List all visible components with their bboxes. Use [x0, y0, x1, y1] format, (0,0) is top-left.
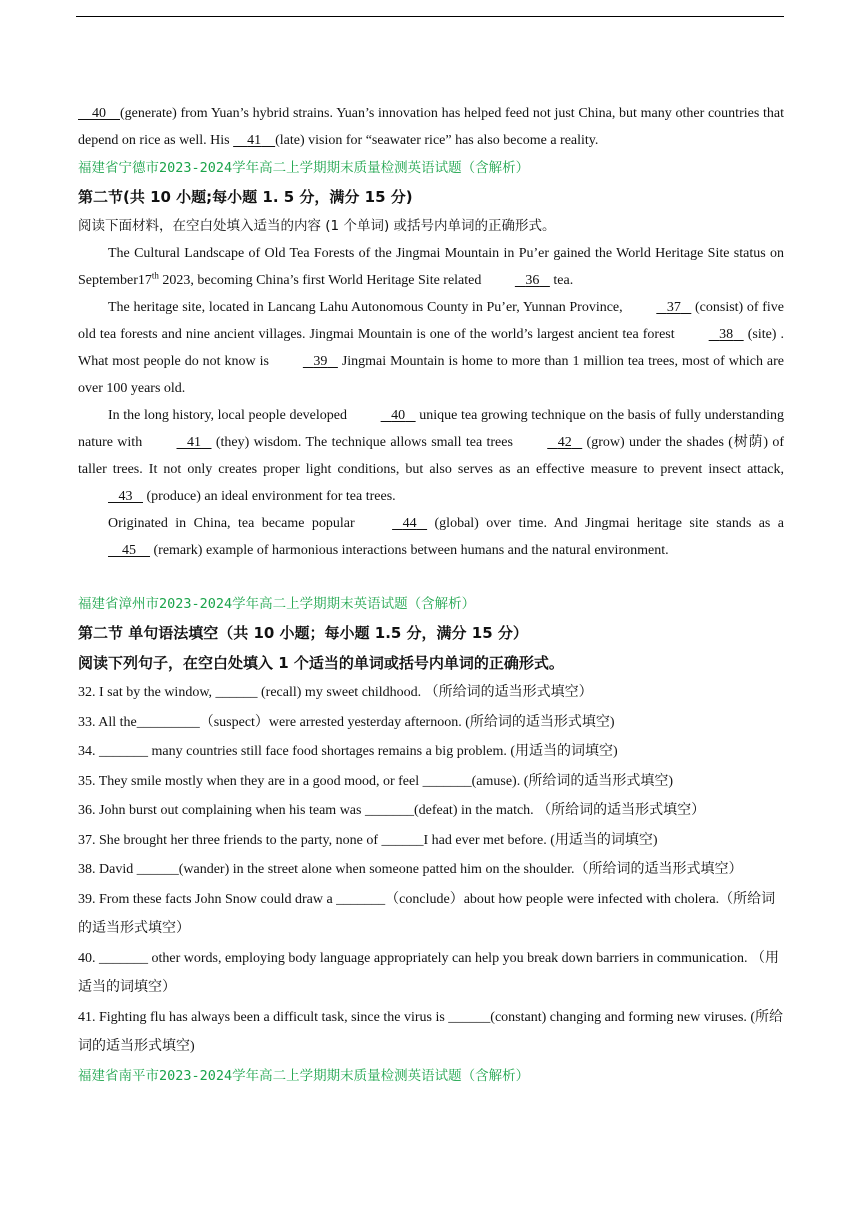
- blank-41b: 41: [187, 435, 202, 450]
- question-39: 39. From these facts John Snow could draw a _______（conclude）about how people were infected with cholera.（所给词的适当形式填空）: [78, 891, 776, 936]
- blank-43: 43: [118, 489, 133, 504]
- passage-fragment: [78, 100, 784, 154]
- fragment-text: (generate) from Yuan’s hybrid strains. Yuan’s innovation has helped feed not just China, but many other countries that depend on rice as well. His: [78, 106, 784, 148]
- instruction-zhangzhou: 阅读下列句子，在空白处填入 1 个适当的单词或括号内单词的正确形式。: [78, 654, 564, 672]
- question-34: 34. _______ many countries still face food shortages remains a big problem. (用适当的词填空): [78, 744, 618, 759]
- question-35: 35. They smile mostly when they are in a good mood, or feel _______(amuse). (所给词的适当形式填空): [78, 773, 674, 789]
- question-40: 40. _______ other words, employing body language appropriately can help you break down barriers in communication. （用适当的词填空）: [78, 950, 779, 995]
- question-38: 38. David ______(wander) in the street alone when someone patted him on the shoulder.（所给词的适当形式填空）: [78, 862, 743, 877]
- paragraph-2: The heritage site, located in Lancang Lahu Autonomous County in Pu’er, Yunnan Province, 37 (consist) of five old tea forests and nine ancient villages. Jingmai Mountain is one of the world’s largest ancient tea forest 38 (site) . What most people do not know is 39 Jingmai Mountain is home to more than 1 million tea trees, most of which are over 100 years old.: [78, 294, 784, 402]
- blank-40b: 40: [391, 408, 406, 423]
- paragraph-4: Originated in China, tea became popular 44 (global) over time. And Jingmai heritage site stands as a 45 (remark) example of harmonious interactions between humans and the natural environment.: [78, 510, 784, 564]
- header-rule: [76, 16, 784, 17]
- blank-44: 44: [402, 516, 417, 531]
- source-title-nanping: 福建省南平市2023-2024学年高二上学期期末质量检测英语试题（含解析）: [78, 1067, 530, 1084]
- question-33: 33. All the_________（suspect）were arrested yesterday afternoon. (所给词的适当形式填空): [78, 714, 615, 730]
- section-heading-zhangzhou: 第二节 单句语法填空（共 10 小题；每小题 1.5 分，满分 15 分）: [78, 624, 528, 642]
- instruction-ningde: 阅读下面材料，在空白处填入适当的内容 (1 个单词) 或括号内单词的正确形式。: [78, 218, 556, 234]
- blank-39: 39: [313, 354, 328, 369]
- blank-37: 37: [666, 300, 681, 315]
- paragraph-3: In the long history, local people developed 40 unique tea growing technique on the basis of fully understanding nature with 41 (they) wisdom. The technique allows small tea trees 42 (grow) under the shades (树荫) of taller trees. It not only creates proper light conditions, but also serves as an effective measure to prevent insect attack, 43 (produce) an ideal environment for tea trees.: [78, 402, 784, 510]
- source-title-ningde: 福建省宁德市2023-2024学年高二上学期期末质量检测英语试题（含解析）: [78, 160, 530, 176]
- blank-41: 41: [247, 133, 262, 148]
- document-page: [78, 100, 784, 1090]
- question-41: 41. Fighting flu has always been a difficult task, since the virus is ______(constant) changing and forming new viruses. (所给词的适当形式填空): [78, 1009, 784, 1054]
- blank-38: 38: [719, 327, 734, 342]
- spacer: [78, 564, 784, 590]
- question-37: 37. She brought her three friends to the party, none of ______I had ever met before. (用适当的词填空): [78, 832, 658, 848]
- source-title-zhangzhou: 福建省漳州市2023-2024学年高二上学期期末英语试题（含解析）: [78, 596, 476, 612]
- question-32: 32. I sat by the window, ______ (recall) my sweet childhood. （所给词的适当形式填空）: [78, 685, 593, 700]
- blank-45: 45: [122, 543, 136, 558]
- blank-42: 42: [557, 435, 572, 450]
- blank-40: 40: [92, 106, 106, 121]
- fragment-text-end: (late) vision for “seawater rice” has also become a reality.: [275, 133, 599, 148]
- paragraph-1: The Cultural Landscape of Old Tea Forests of the Jingmai Mountain in Pu’er gained the World Heritage Site status on September17th 2023, becoming China’s first World Heritage Site related 36 tea.: [78, 240, 784, 294]
- section-heading-ningde: 第二节(共 10 小题;每小题 1. 5 分，满分 15 分): [78, 188, 413, 206]
- question-36: 36. John burst out complaining when his team was _______(defeat) in the match. （所给词的适当形式填空）: [78, 803, 706, 818]
- blank-36: 36: [525, 273, 540, 288]
